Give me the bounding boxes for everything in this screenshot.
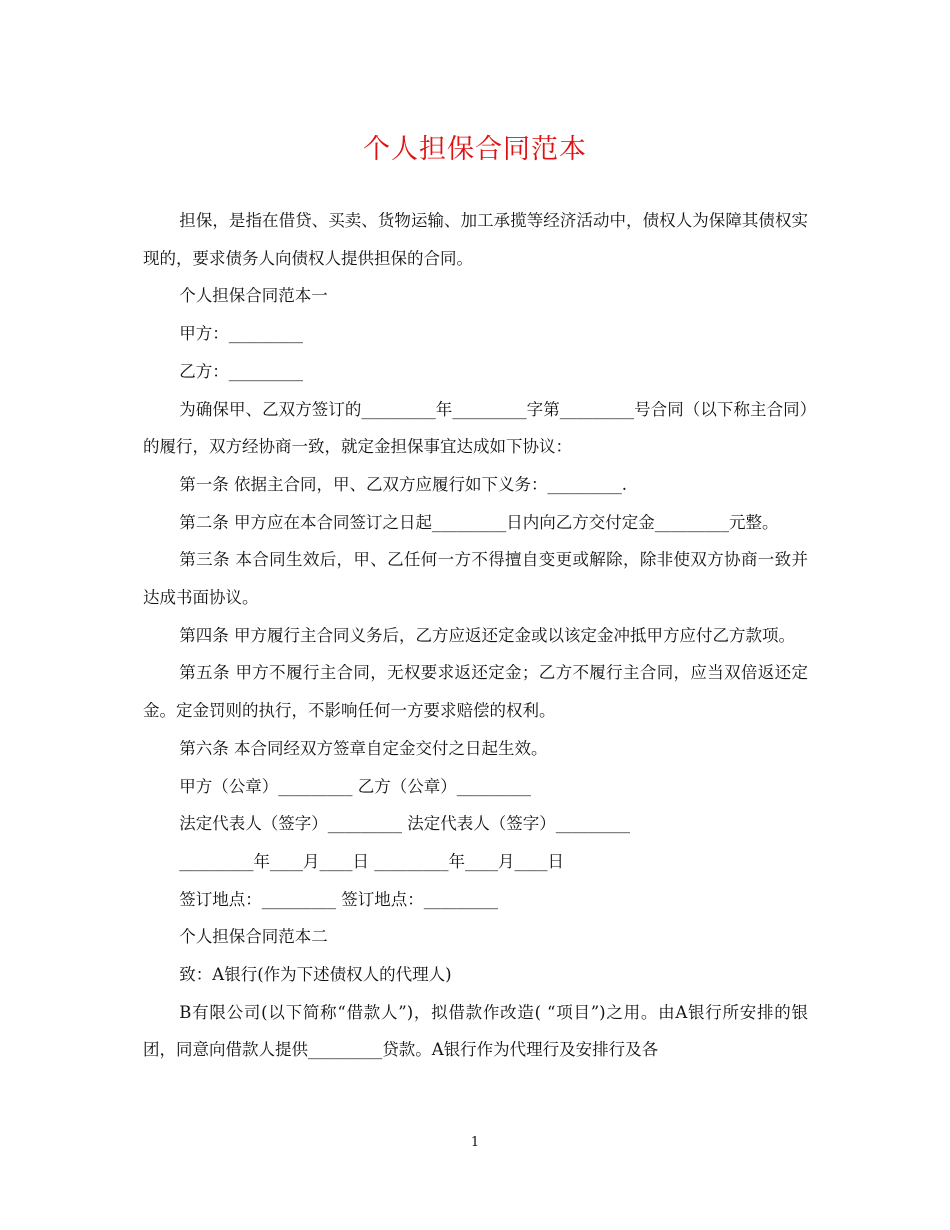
date-line: _________年____月____日 _________年____月____日 [179, 851, 565, 871]
document-title: 个人担保合同范本 [363, 134, 587, 165]
party-b-line: 乙方：_________ [179, 361, 304, 381]
paragraph-purpose: 为确保甲、乙双方签订的_________年_________字第_________号合同（以下称主合同）的履行，双方经协商一致，就定金担保事宜达成如下协议： [143, 399, 808, 457]
article-1: 第一条 依据主合同，甲、乙双方应履行如下义务：_________. [179, 474, 628, 494]
page-number: 1 [470, 1135, 480, 1150]
signing-place-line: 签订地点：_________ 签订地点：_________ [179, 889, 499, 909]
section-heading-1: 个人担保合同范本一 [179, 286, 328, 306]
section-heading-2: 个人担保合同范本二 [179, 927, 328, 947]
article-6: 第六条 本合同经双方签章自定金交付之日起生效。 [179, 738, 548, 758]
article-2: 第二条 甲方应在本合同签订之日起_________日内向乙方交付定金_________元整。 [179, 512, 779, 532]
document-body [143, 202, 808, 1069]
article-5: 第五条 甲方不履行主合同，无权要求返还定金；乙方不履行主合同，应当双倍返还定金。定金罚则的执行，不影响任何一方要求赔偿的权利。 [143, 663, 808, 721]
party-a-line: 甲方：_________ [179, 324, 304, 344]
article-3: 第三条 本合同生效后，甲、乙任何一方不得擅自变更或解除，除非使双方协商一致并达成书面协议。 [143, 550, 808, 608]
paragraph-intro: 担保，是指在借贷、买卖、货物运输、加工承揽等经济活动中，债权人为保障其债权实现的，要求债务人向债权人提供担保的合同。 [143, 211, 808, 268]
addressee-line: 致：A银行(作为下述债权人的代理人) [179, 965, 452, 985]
article-4: 第四条 甲方履行主合同义务后，乙方应返还定金或以该定金冲抵甲方应付乙方款项。 [179, 625, 796, 645]
signature-line: 法定代表人（签字）_________ 法定代表人（签字）_________ [179, 814, 631, 834]
seal-line: 甲方（公章）_________ 乙方（公章）_________ [179, 776, 532, 796]
paragraph-loan: B有限公司(以下简称“借款人”)，拟借款作改造( “项目”)之用。由A银行所安排的银团，同意向借款人提供_________贷款。A银行作为代理行及安排行及各 [143, 1002, 808, 1060]
